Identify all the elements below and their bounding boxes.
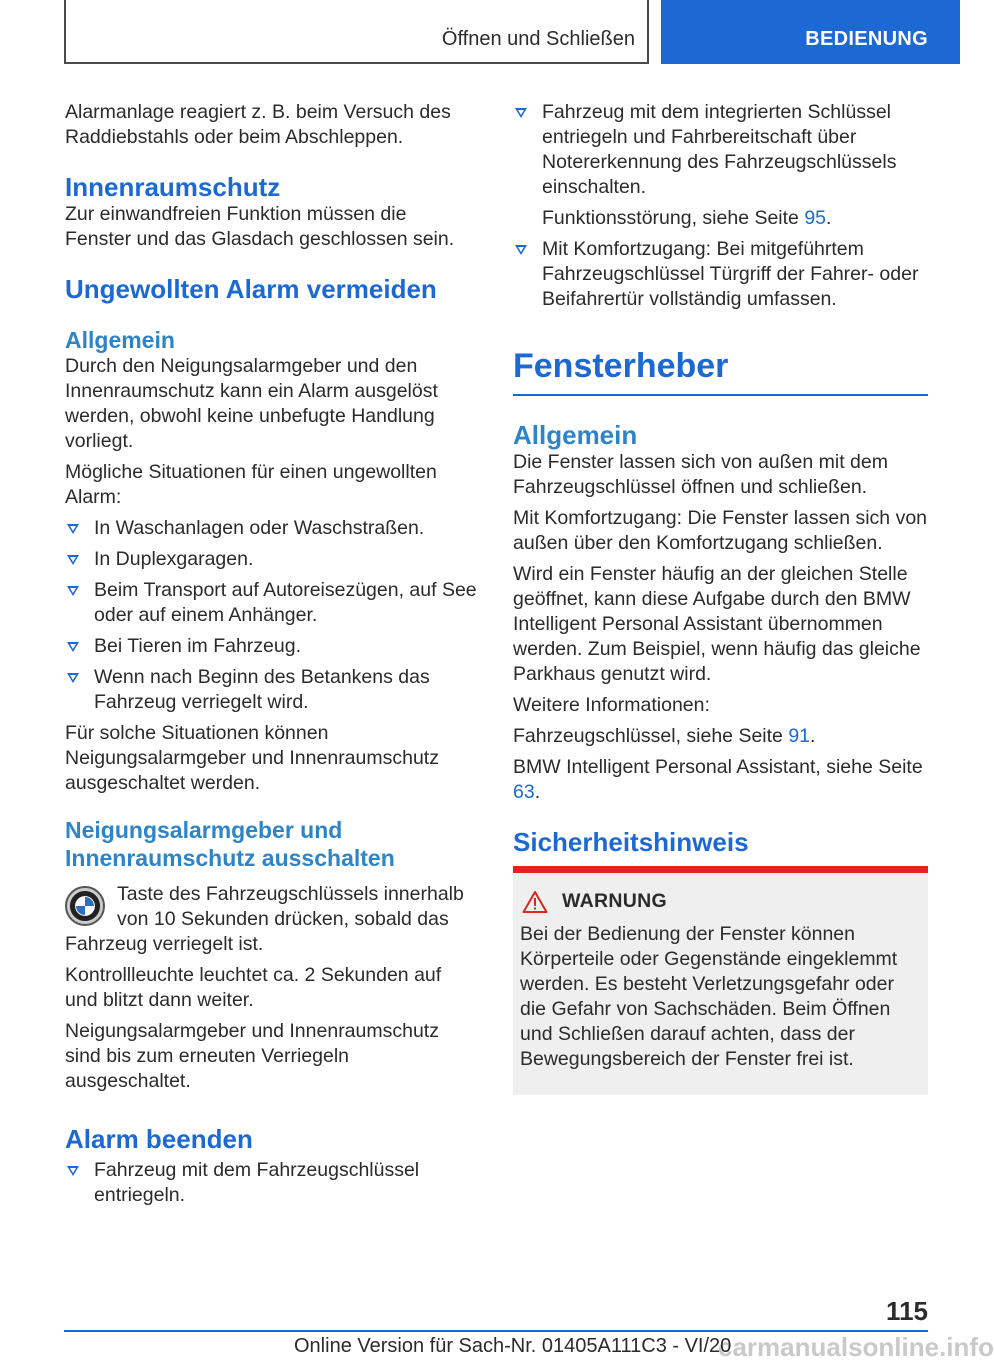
intro-paragraph: Alarmanlage reagiert z. B. beim Versuch des Raddiebstahls oder beim Abschleppen. — [65, 101, 451, 148]
left-column — [65, 100, 477, 1214]
ref-intelligent-assistant: BMW Intelligent Personal Assistant, siehe Seite 63. — [513, 756, 923, 803]
warning-title: WARNUNG — [562, 890, 668, 912]
heading-fensterheber: Fensterheber — [513, 347, 729, 385]
situations-list — [65, 516, 477, 715]
list-item: Fahrzeug mit dem Fahrzeugschlüssel entriegeln. — [65, 1158, 477, 1208]
alarm-beenden-list — [65, 1158, 477, 1208]
heading-neigungsalarmgeber-ausschalten: Neigungsalarmgeber und Innenraumschutz ausschalten — [65, 817, 395, 871]
taste-paragraph: Taste des Fahrzeugschlüssels innerhalb von 10 Sekunden drücken, sobald das Fahrzeug verriegelt ist. — [65, 883, 464, 955]
list-item: In Waschanlagen oder Waschstraßen. — [65, 516, 477, 541]
fenster-paragraph-2: Mit Komfortzugang: Die Fenster lassen sich von außen über den Komfortzugang schließen. — [513, 507, 928, 554]
bmw-key-icon — [65, 886, 105, 926]
allgemein-paragraph-2: Mögliche Situationen für einen ungewollten Alarm: — [65, 461, 437, 508]
warning-header — [520, 889, 920, 914]
kontrollleuchte-paragraph: Kontrollleuchte leuchtet ca. 2 Sekunden auf und blitzt dann weiter. — [65, 964, 442, 1011]
triangle-bullet-icon — [67, 555, 79, 565]
warning-text: Bei der Bedienung der Fenster können Körperteile oder Gegenstände eingeklemmt werden. Es besteht Verletzungsgefahr oder die Gefahr von Sachschäden. Beim Öffnen und Schließen darauf achten, dass der Bewegungsbereich der Fenster frei ist. — [520, 923, 898, 1070]
list-item: Mit Komfortzugang: Bei mitgeführtem Fahrzeugschlüssel Türgriff der Fahrer- oder Beifahrertür vollständig umfassen. — [513, 237, 928, 312]
triangle-bullet-icon — [515, 108, 527, 118]
heading-sicherheitshinweis: Sicherheitshinweis — [513, 827, 749, 857]
list-item: Beim Transport auf Autoreisezügen, auf See oder auf einem Anhänger. — [65, 578, 477, 628]
header-section-title: Öffnen und Schließen — [441, 28, 635, 50]
solche-situationen-paragraph: Für solche Situationen können Neigungsalarmgeber und Innenraumschutz ausgeschaltet werden. — [65, 722, 439, 794]
heading-alarm-beenden: Alarm beenden — [65, 1124, 253, 1154]
triangle-bullet-icon — [67, 524, 79, 534]
heading-ungewollten-alarm: Ungewollten Alarm vermeiden — [65, 274, 437, 304]
watermark: carmanualsonline.info — [718, 1332, 994, 1362]
fenster-paragraph-1: Die Fenster lassen sich von außen mit dem Fahrzeugschlüssel öffnen und schließen. — [513, 451, 888, 498]
triangle-bullet-icon — [67, 586, 79, 596]
heading-innenraumschutz: Innenraumschutz — [65, 172, 281, 202]
ausgeschaltet-paragraph: Neigungsalarmgeber und Innenraumschutz sind bis zum erneuten Verriegeln ausgeschaltet. — [65, 1020, 439, 1092]
triangle-bullet-icon — [67, 1166, 79, 1176]
warning-box — [513, 866, 928, 1095]
header-section-tab — [64, 0, 649, 64]
header-chapter-title: BEDIENUNG — [805, 28, 928, 50]
list-item: Fahrzeug mit dem integrierten Schlüssel entriegeln und Fahrbereitschaft über Notererkennung des Fahrzeugschlüssels einschalten. Funktionsstörung, siehe Seite 95. — [513, 100, 928, 231]
triangle-bullet-icon — [67, 642, 79, 652]
funktionsstoerung-ref: Funktionsstörung, siehe Seite 95. — [542, 207, 832, 229]
page-link-91[interactable]: 91 — [788, 725, 811, 747]
triangle-bullet-icon — [515, 245, 527, 255]
fenster-paragraph-3: Wird ein Fenster häufig an der gleichen Stelle geöffnet, kann diese Aufgabe durch den BMW Intelligent Personal Assistant übernommen werden. Zum Beispiel, wenn häufig das gleiche Parkhaus genutzt wird. — [513, 563, 921, 685]
alarm-beenden-list-continued — [513, 100, 928, 312]
page-link-63[interactable]: 63 — [513, 781, 535, 803]
list-item: In Duplexgaragen. — [65, 547, 477, 572]
heading-allgemein-left: Allgemein — [65, 327, 175, 353]
list-item: Bei Tieren im Fahrzeug. — [65, 634, 477, 659]
ref-fahrzeugschluessel: Fahrzeugschlüssel, siehe Seite 91. — [513, 725, 816, 747]
right-column — [513, 100, 928, 857]
heading-rule — [513, 394, 928, 396]
page-link-95[interactable]: 95 — [804, 207, 827, 229]
key-instruction — [65, 882, 477, 957]
footer-online-version: Online Version für Sach-Nr. 01405A111C3 - VI/20 — [294, 1335, 732, 1357]
heading-allgemein-right: Allgemein — [513, 420, 638, 450]
allgemein-paragraph-1: Durch den Neigungsalarmgeber und den Innenraumschutz kann ein Alarm ausgelöst werden, obwohl keine unbefugte Handlung vorliegt. — [65, 355, 438, 452]
list-item: Wenn nach Beginn des Betankens das Fahrzeug verriegelt wird. — [65, 665, 477, 715]
fenster-paragraph-4: Weitere Informationen: — [513, 694, 710, 716]
triangle-bullet-icon — [67, 673, 79, 683]
page-number: 115 — [886, 1296, 928, 1326]
header-chapter-tab — [661, 0, 960, 64]
warning-triangle-icon — [522, 890, 548, 914]
innenraumschutz-paragraph: Zur einwandfreien Funktion müssen die Fenster und das Glasdach geschlossen sein. — [65, 203, 455, 250]
